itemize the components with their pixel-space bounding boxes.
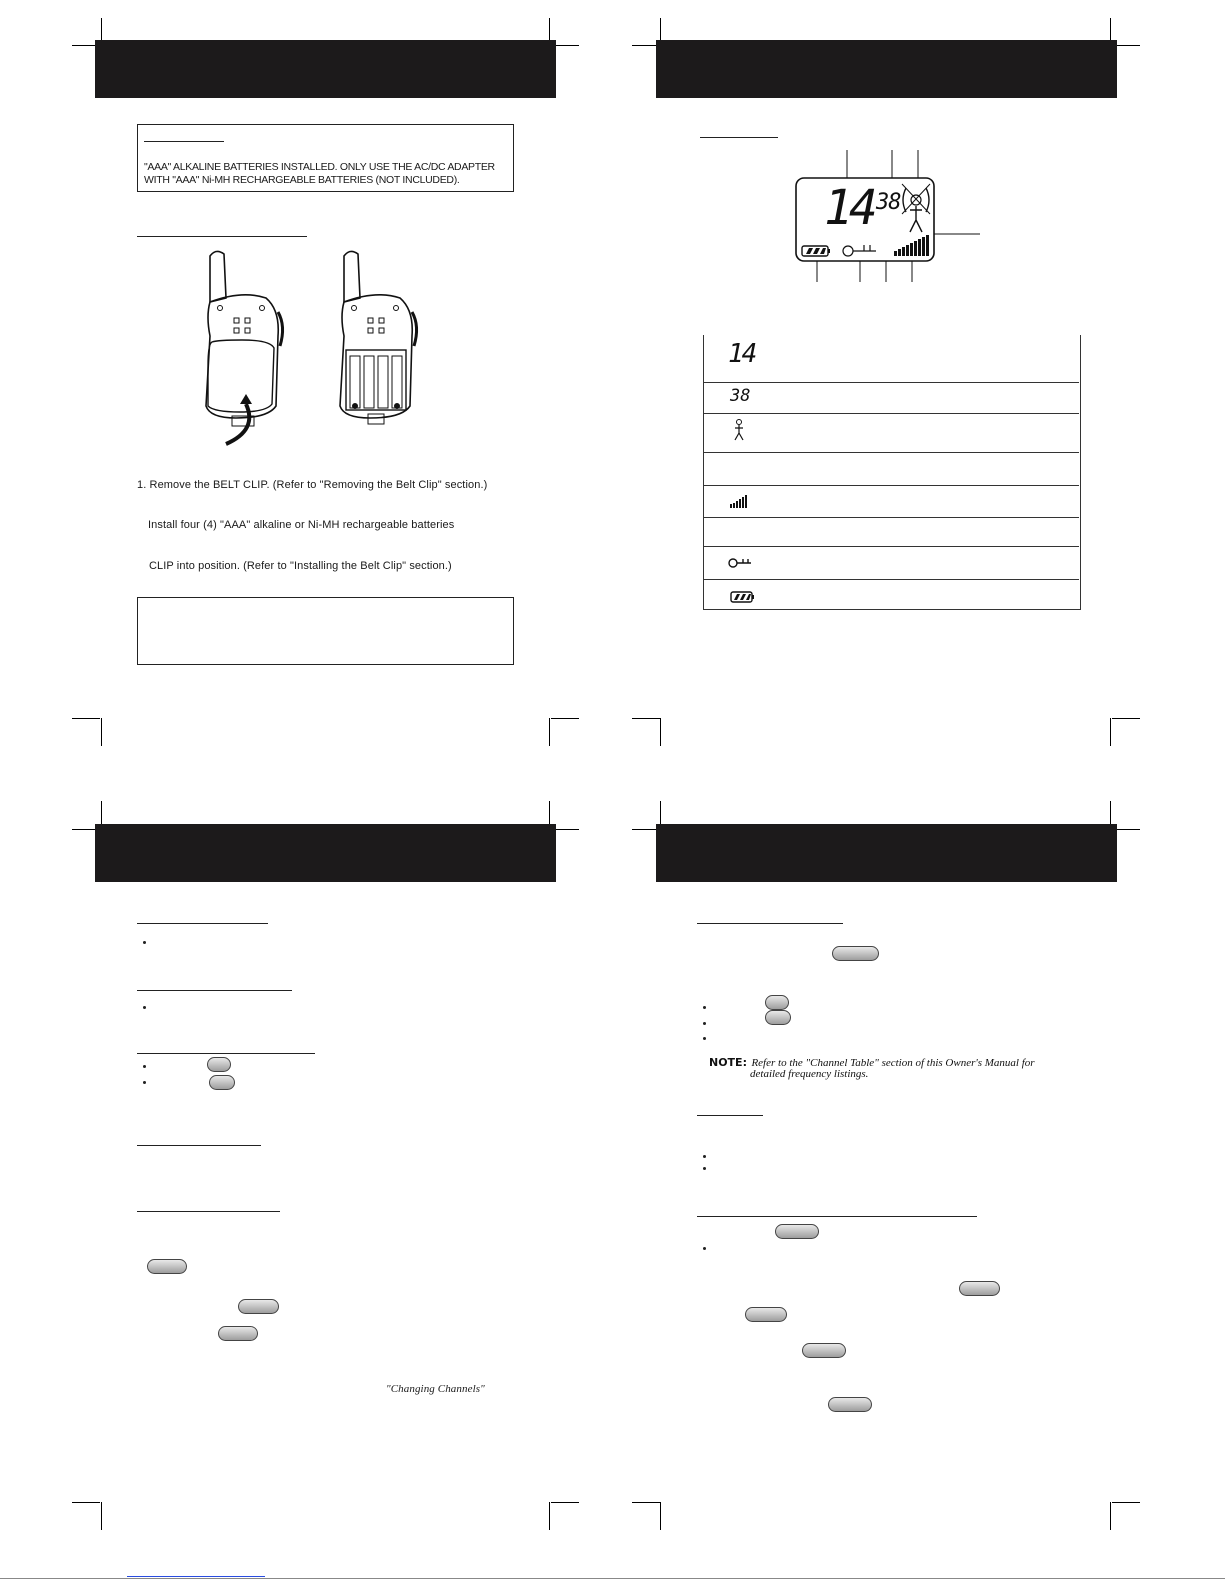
channel-digits-icon: 14	[728, 339, 756, 369]
changing-channels-reference: "Changing Channels"	[386, 1383, 485, 1395]
button-graphic	[828, 1397, 872, 1412]
bullet	[703, 1022, 706, 1025]
table-row	[704, 382, 1079, 413]
note-label: NOTE:	[709, 1056, 747, 1069]
signal-bars-icon	[730, 494, 750, 513]
page3-header-bar	[95, 824, 556, 882]
bullet	[143, 1081, 146, 1084]
install-step-2: Install four (4) "AAA" alkaline or Ni-MH rechargeable batteries	[148, 519, 455, 531]
note-line-2: detailed frequency listings.	[750, 1068, 869, 1080]
warning-line-2: WITH "AAA" Ni-MH RECHARGEABLE BATTERIES (NOT INCLUDED).	[144, 174, 460, 186]
battery-icon	[730, 590, 756, 608]
table-row	[704, 485, 1079, 518]
heading-rule-5	[137, 1211, 280, 1212]
section-heading-rule	[137, 236, 307, 237]
down-button-graphic	[209, 1075, 235, 1090]
bullet	[703, 1155, 706, 1158]
bottom-link-underline	[127, 1576, 265, 1577]
page4-header-bar	[656, 824, 1117, 882]
install-step-3: CLIP into position. (Refer to "Installing the Belt Clip" section.)	[149, 560, 452, 572]
bullet	[143, 941, 146, 944]
bullet	[703, 1037, 706, 1040]
table-row	[704, 413, 1079, 452]
lcd-code-digits: 38	[876, 190, 901, 215]
page1-header-bar	[95, 40, 556, 98]
bullet	[703, 1006, 706, 1009]
button-graphic	[802, 1343, 846, 1358]
heading-rule-4	[137, 1145, 261, 1146]
code-digits-icon: 38	[730, 386, 751, 406]
button-graphic	[147, 1259, 187, 1274]
up-button-graphic	[207, 1057, 231, 1072]
icon-table	[703, 335, 1081, 610]
button-graphic	[775, 1224, 819, 1239]
button-graphic	[218, 1326, 258, 1341]
heading-rule-1	[697, 923, 843, 924]
table-row	[704, 579, 1079, 610]
button-graphic	[959, 1281, 1000, 1296]
up-button-graphic	[765, 995, 789, 1010]
table-row	[704, 335, 1079, 382]
table-row	[704, 452, 1079, 485]
heading-rule-1	[137, 923, 268, 924]
page2-header-bar	[656, 40, 1117, 98]
heading-rule-3	[137, 1053, 315, 1054]
blank-note-box	[137, 597, 514, 665]
down-button-graphic	[765, 1010, 791, 1025]
heading-rule-2	[697, 1115, 763, 1116]
warning-line-1: "AAA" ALKALINE BATTERIES INSTALLED. ONLY USE THE AC/DC ADAPTER	[144, 161, 495, 173]
radio-back-open-illustration	[330, 246, 422, 441]
person-icon	[734, 419, 744, 446]
bullet	[143, 1006, 146, 1009]
bottom-page-rule	[0, 1578, 1225, 1579]
key-lock-icon	[728, 556, 752, 574]
button-graphic	[745, 1307, 787, 1322]
lcd-channel-digits: 14	[824, 180, 874, 236]
battery-warning-box	[137, 124, 514, 192]
bullet	[703, 1247, 706, 1250]
display-heading-rule	[700, 137, 778, 138]
install-step-1: 1. Remove the BELT CLIP. (Refer to "Removing the Belt Clip" section.)	[137, 479, 488, 491]
lcd-diagram	[790, 148, 990, 288]
bullet	[143, 1065, 146, 1068]
note-line-1: Refer to the "Channel Table" section of this Owner's Manual for	[751, 1057, 1035, 1069]
heading-rule-2	[137, 990, 292, 991]
radio-back-closed-illustration	[196, 246, 288, 451]
table-row	[704, 517, 1079, 546]
heading-rule-3	[697, 1216, 977, 1217]
button-graphic	[832, 946, 879, 961]
bullet	[703, 1167, 706, 1170]
table-row	[704, 546, 1079, 581]
button-graphic	[238, 1299, 279, 1314]
